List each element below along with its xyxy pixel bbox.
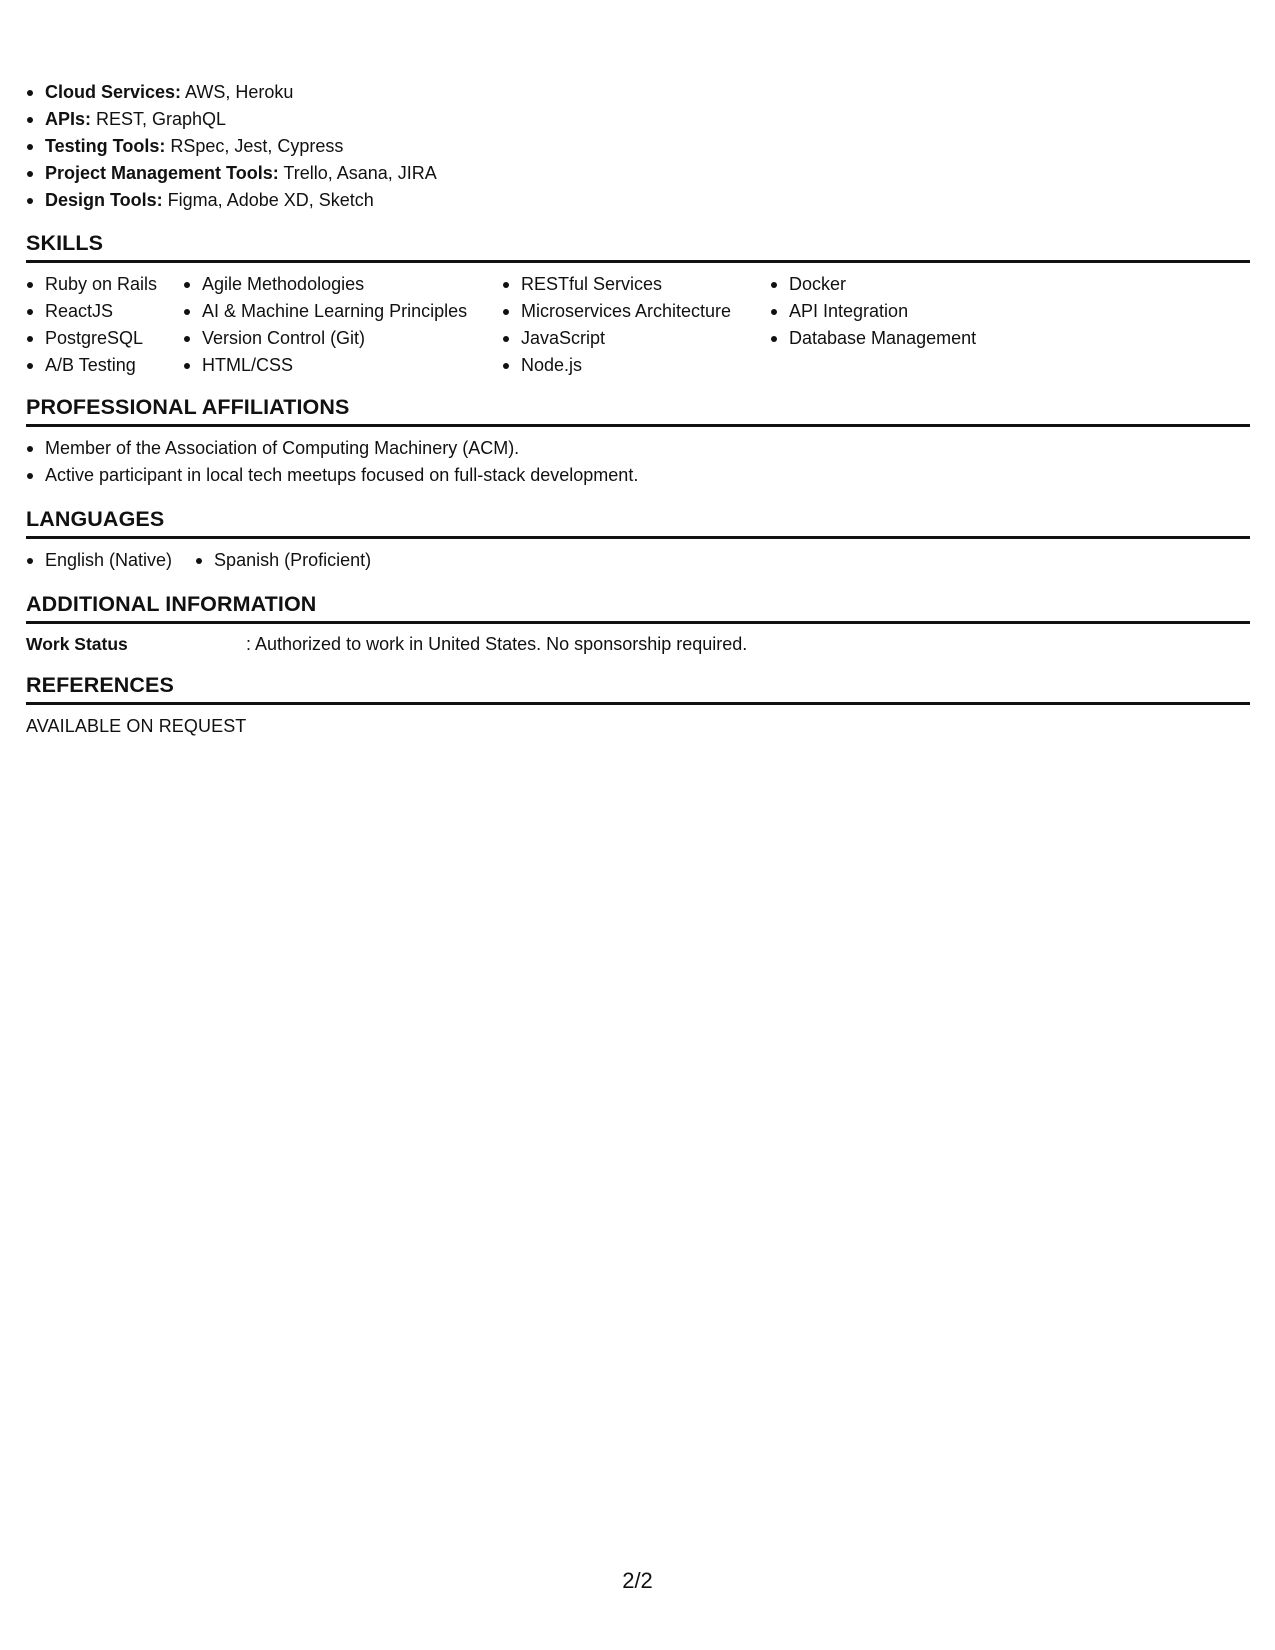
tools-item-label: Design Tools: bbox=[45, 190, 163, 210]
tools-list bbox=[26, 79, 437, 214]
tools-item bbox=[26, 79, 437, 106]
tools-item-label: APIs: bbox=[45, 109, 92, 129]
skills-column bbox=[770, 271, 1070, 379]
tools-item-value: REST, GraphQL bbox=[91, 109, 227, 129]
resume-page bbox=[26, 0, 1250, 1650]
skill-item: PostgreSQL bbox=[26, 325, 183, 352]
tools-item bbox=[26, 187, 437, 214]
skill-item: JavaScript bbox=[502, 325, 770, 352]
languages-heading: LANGUAGES bbox=[26, 505, 1250, 539]
languages-list bbox=[26, 547, 394, 574]
skill-item: A/B Testing bbox=[26, 352, 183, 379]
skill-item: Node.js bbox=[502, 352, 770, 379]
tools-item bbox=[26, 160, 437, 187]
references-text: AVAILABLE ON REQUEST bbox=[26, 716, 247, 736]
tools-item-value: RSpec, Jest, Cypress bbox=[165, 136, 344, 156]
skill-item: AI & Machine Learning Principles bbox=[183, 298, 502, 325]
skills-column bbox=[26, 271, 183, 379]
skill-item: Microservices Architecture bbox=[502, 298, 770, 325]
skill-item: RESTful Services bbox=[502, 271, 770, 298]
skill-item: Docker bbox=[770, 271, 1070, 298]
skill-item: Ruby on Rails bbox=[26, 271, 183, 298]
affiliations-heading: PROFESSIONAL AFFILIATIONS bbox=[26, 393, 1250, 427]
additional-info-heading: ADDITIONAL INFORMATION bbox=[26, 590, 1250, 624]
work-status-value: : Authorized to work in United States. No sponsorship required. bbox=[246, 634, 748, 654]
work-status-label: Work Status bbox=[26, 634, 128, 654]
skills-grid bbox=[26, 271, 1070, 379]
tools-item-label: Project Management Tools: bbox=[45, 163, 279, 183]
language-item: Spanish (Proficient) bbox=[195, 547, 371, 574]
affiliation-item: Active participant in local tech meetups focused on full-stack development. bbox=[26, 462, 638, 489]
tools-item bbox=[26, 133, 437, 160]
language-item: English (Native) bbox=[26, 547, 172, 574]
skills-heading: SKILLS bbox=[26, 229, 1250, 263]
skills-column bbox=[183, 271, 502, 379]
skills-column bbox=[502, 271, 770, 379]
references-heading: REFERENCES bbox=[26, 671, 1250, 705]
skill-item: HTML/CSS bbox=[183, 352, 502, 379]
tools-item-label: Cloud Services: bbox=[45, 82, 182, 102]
affiliation-item: Member of the Association of Computing Machinery (ACM). bbox=[26, 435, 638, 462]
skill-item: API Integration bbox=[770, 298, 1070, 325]
affiliations-list bbox=[26, 435, 638, 489]
tools-item-label: Testing Tools: bbox=[45, 136, 166, 156]
skill-item: Database Management bbox=[770, 325, 1070, 352]
skill-item: Agile Methodologies bbox=[183, 271, 502, 298]
page-number: 2/2 bbox=[622, 1568, 653, 1593]
tools-item-value: AWS, Heroku bbox=[181, 82, 294, 102]
tools-item bbox=[26, 106, 437, 133]
skill-item: ReactJS bbox=[26, 298, 183, 325]
skill-item: Version Control (Git) bbox=[183, 325, 502, 352]
tools-item-value: Trello, Asana, JIRA bbox=[278, 163, 437, 183]
tools-item-value: Figma, Adobe XD, Sketch bbox=[162, 190, 374, 210]
